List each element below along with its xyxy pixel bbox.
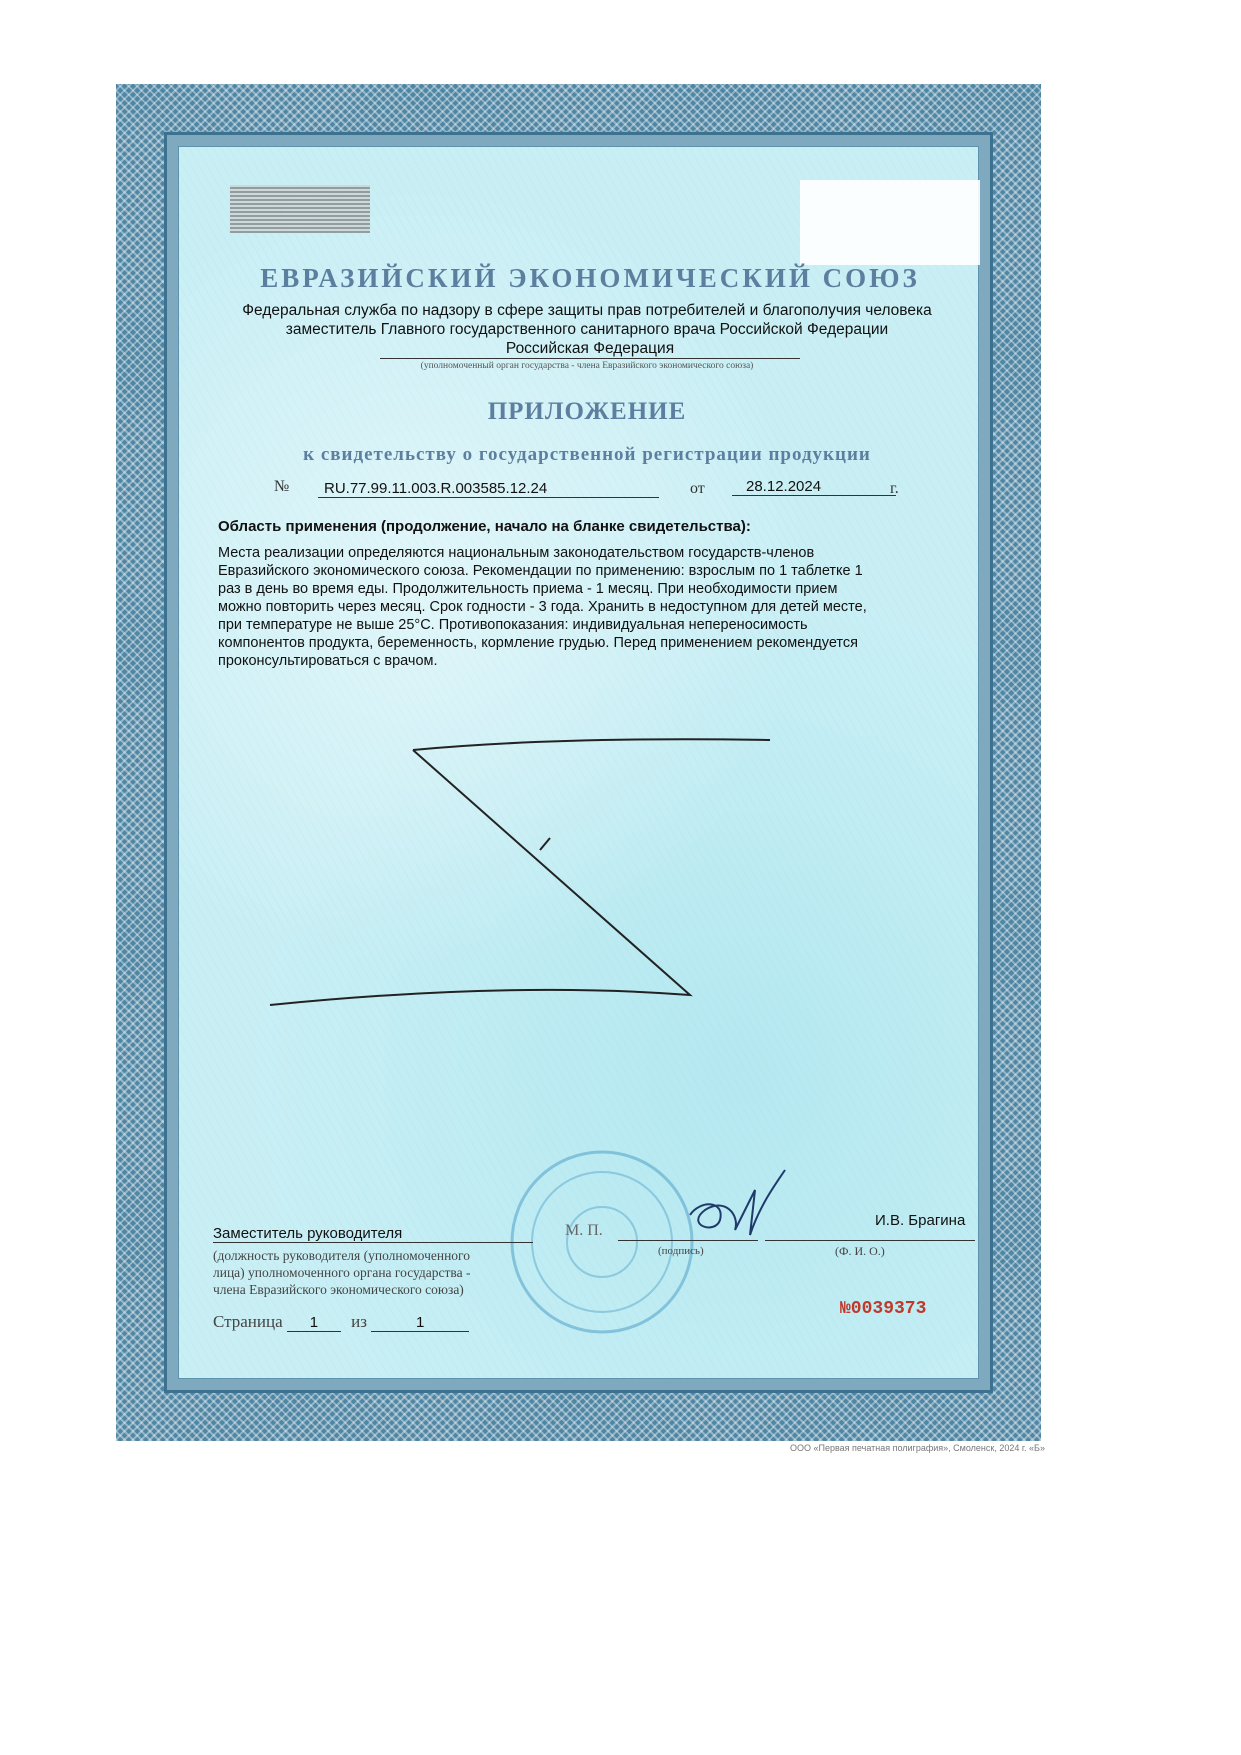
signer-position: Заместитель руководителя <box>213 1225 533 1243</box>
page-total: 1 <box>371 1314 469 1332</box>
signer-name: И.В. Брагина <box>875 1212 966 1229</box>
body-line: Евразийского экономического союза. Рекомендации по применению: взрослым по 1 таблетке 1 <box>218 563 863 579</box>
signature-caption: (подпись) <box>658 1245 704 1257</box>
date-label: от <box>690 480 705 497</box>
body-line: при температуре не выше 25°С. Противопоказания: индивидуальная непереносимость <box>218 617 808 633</box>
body-line: компонентов продукта, беременность, кормление грудью. Перед применением рекомендуется <box>218 635 858 651</box>
body-line: проконсультироваться с врачом. <box>218 653 438 669</box>
page-label: Страница <box>213 1312 283 1331</box>
body-line: раз в день во время еды. Продолжительность приема - 1 месяц. При необходимости прием <box>218 581 838 597</box>
name-line <box>765 1240 975 1241</box>
position-caption-line: (должность руководителя (уполномоченного <box>213 1248 471 1263</box>
printer-note: ООО «Первая печатная полиграфия», Смоленск, 2024 г. «Б» <box>790 1443 1045 1453</box>
agency-line-1: Федеральная служба по надзору в сфере защиты прав потребителей и благополучия человека <box>242 302 932 319</box>
document-heading: ПРИЛОЖЕНИЕ <box>487 398 687 425</box>
union-title: ЕВРАЗИЙСКИЙ ЭКОНОМИЧЕСКИЙ СОЮЗ <box>260 263 920 293</box>
registration-number: RU.77.99.11.003.R.003585.12.24 <box>318 480 659 498</box>
position-caption <box>213 1247 470 1298</box>
body-line: можно повторить через месяц. Срок годности - 3 года. Хранить в недоступном для детей месте, <box>218 599 867 615</box>
agency-line-2: заместитель Главного государственного санитарного врача Российской Федерации <box>285 321 889 338</box>
document-subheading: к свидетельству о государственной регистрации продукции <box>303 444 871 465</box>
handwritten-signature <box>680 1165 795 1255</box>
agency-line-3: Российская Федерация <box>380 340 800 359</box>
form-number: №0039373 <box>840 1299 927 1319</box>
position-caption-line: члена Евразийского экономического союза) <box>213 1282 464 1297</box>
stamp-label: М. П. <box>565 1222 603 1239</box>
pagination <box>213 1312 469 1332</box>
position-caption-line: лица) уполномоченного органа государства - <box>213 1265 471 1280</box>
name-caption: (Ф. И. О.) <box>835 1244 885 1258</box>
agency-caption: (уполномоченный орган государства - члена Евразийского экономического союза) <box>420 361 754 371</box>
section-title: Область применения (продолжение, начало на бланке свидетельства): <box>218 518 751 535</box>
year-suffix: г. <box>890 480 899 497</box>
page-of-label: из <box>351 1312 367 1331</box>
registration-date: 28.12.2024 <box>732 478 896 496</box>
body-line: Места реализации определяются национальным законодательством государств-членов <box>218 545 815 561</box>
number-label: № <box>274 478 290 495</box>
page-current: 1 <box>287 1314 341 1332</box>
